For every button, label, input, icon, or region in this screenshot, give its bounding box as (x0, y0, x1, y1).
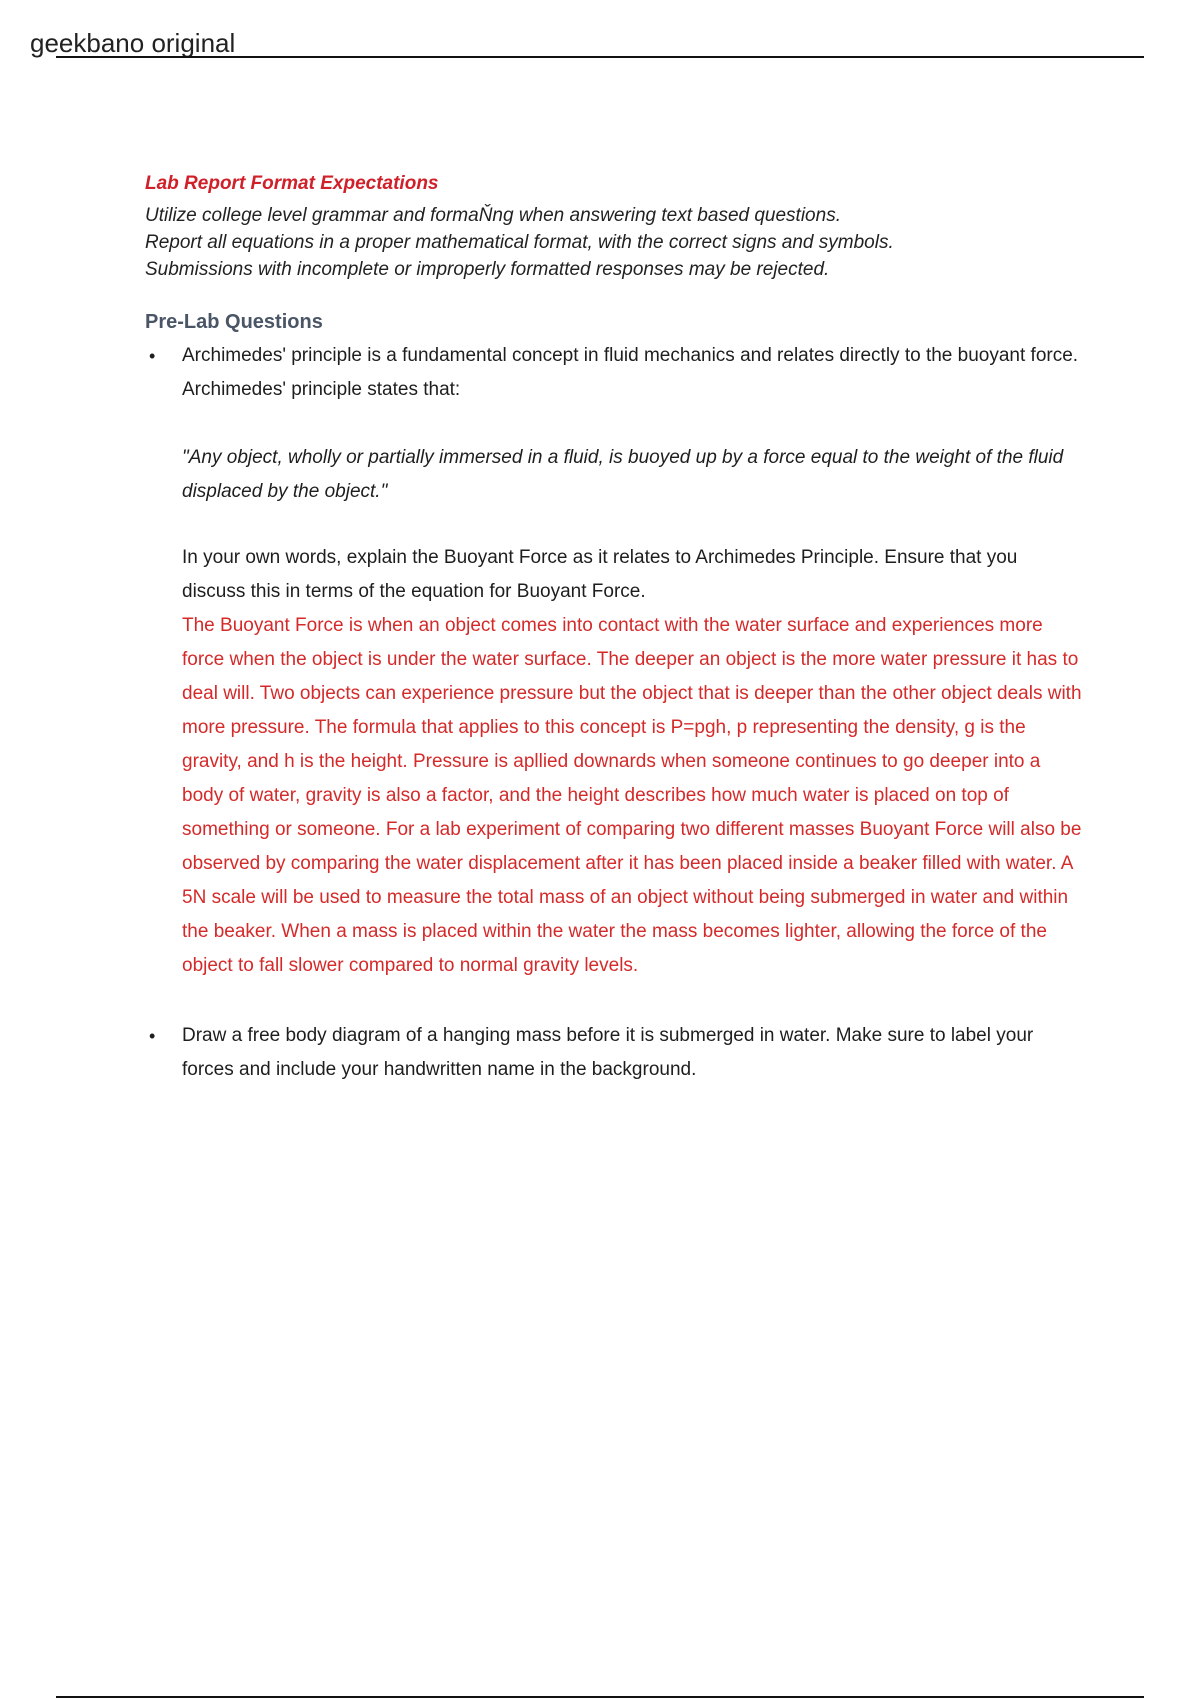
question-1 (145, 339, 1085, 983)
format-title: Lab Report Format Expectations (145, 173, 439, 194)
format-line: Utilize college level grammar and formaŇng when answering text based questions. (145, 205, 841, 226)
bullet-icon: • (149, 1026, 156, 1046)
question-1-answer: The Buoyant Force is when an object comes into contact with the water surface and experiences more force when the object is under the water surface. The deeper an object is the more water pressure it has to deal will. Two objects can experience pressure but the object that is deeper than the other object deals with more pressure. The formula that applies to this concept is P=pgh, p representing the density, g is the gravity, and h is the height. Pressure is apllied downards when someone continues to go deeper into a body of water, gravity is also a factor, and the height describes how much water is placed on top of something or someone. For a lab experiment of comparing two different masses Buoyant Force will also be observed by comparing the water displacement after it has been placed inside a beaker filled with water. A 5N scale will be used to measure the total mass of an object without being submerged in water and within the beaker. When a mass is placed within the water the mass becomes lighter, allowing the force of the object to fall slower compared to normal gravity levels. (182, 615, 1082, 976)
format-line: Submissions with incomplete or improperly formatted responses may be rejected. (145, 259, 830, 280)
prelab-title: Pre-Lab Questions (145, 311, 323, 333)
format-line: Report all equations in a proper mathematical format, with the correct signs and symbols. (145, 232, 894, 253)
archimedes-quote: "Any object, wholly or partially immersed in a fluid, is buoyed up by a force equal to the weight of the fluid displaced by the object." (182, 447, 1064, 502)
watermark-header: geekbano original (30, 28, 236, 58)
question-2 (145, 1019, 1085, 1087)
question-2-text: Draw a free body diagram of a hanging mass before it is submerged in water. Make sure to label your forces and include your handwritten name in the background. (182, 1025, 1034, 1080)
question-1-prompt: In your own words, explain the Buoyant Force as it relates to Archimedes Principle. Ensure that you discuss this in terms of the equation for Buoyant Force. (182, 547, 1018, 602)
bullet-icon: • (149, 346, 156, 366)
document-body (145, 172, 1085, 1087)
header-rule (56, 56, 1144, 58)
footer-rule (56, 1696, 1144, 1698)
question-list (145, 339, 1085, 1087)
question-1-intro: Archimedes' principle is a fundamental concept in fluid mechanics and relates directly to the buoyant force. Archimedes' principle states that: (182, 345, 1079, 400)
format-lines (145, 202, 1085, 283)
